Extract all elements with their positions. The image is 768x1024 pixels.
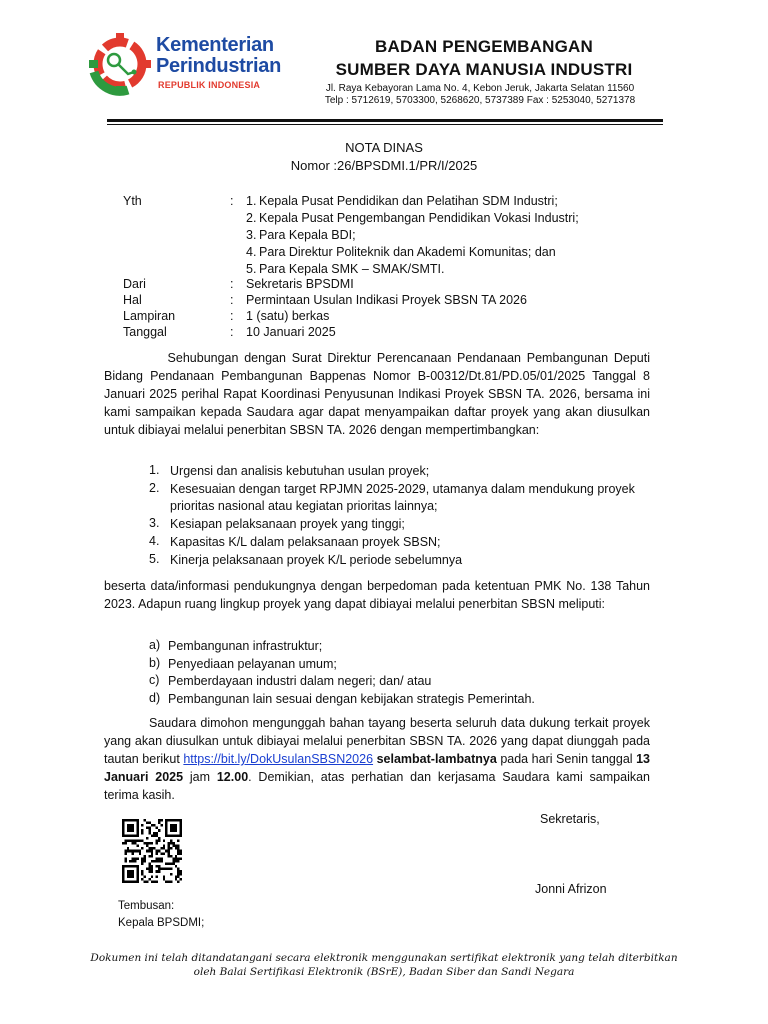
yth-colon: :: [230, 194, 234, 208]
recipient-number: 2.: [246, 211, 257, 225]
org-phone: Telp : 5712619, 5703300, 5268620, 5737389 Fax : 5253040, 5271378: [324, 95, 636, 106]
body-paragraph-3: [104, 714, 650, 804]
scope-item: Penyediaan pelayanan umum;: [168, 657, 337, 671]
criteria-number: 1.: [149, 463, 160, 477]
criteria-number: 4.: [149, 534, 160, 548]
tanggal-value: 10 Januari 2025: [246, 325, 336, 339]
deadline-time: 12.00: [216, 770, 249, 784]
criteria-item: Kinerja pelaksanaan proyek K/L periode sebelumnya: [170, 553, 463, 567]
scope-item: Pemberdayaan industri dalam negeri; dan/ atau: [168, 674, 432, 688]
recipient-number: 1.: [246, 194, 257, 208]
scope-item: Pembangunan infrastruktur;: [168, 639, 323, 653]
deadline-date: 13 Januari 2025: [104, 752, 651, 784]
criteria-item: Urgensi dan analisis kebutuhan usulan proyek;: [170, 464, 430, 478]
memo-title: NOTA DINAS: [345, 140, 423, 155]
memo-number: Nomor :26/BPSDMI.1/PR/I/2025: [290, 158, 478, 173]
logo-name-line1: Kementerian: [156, 34, 274, 56]
criteria-number: 2.: [149, 481, 160, 495]
scope-letter: d): [149, 691, 161, 705]
org-name-line2: SUMBER DAYA MANUSIA INDUSTRI: [335, 60, 633, 79]
criteria-item: Kesiapan pelaksanaan proyek yang tinggi;: [170, 517, 405, 531]
cc-item: Kepala BPSDMI;: [118, 917, 205, 929]
tanggal-label: Tanggal: [123, 325, 167, 339]
lampiran-label: Lampiran: [123, 309, 176, 323]
recipient-item: Para Kepala SMK – SMAK/SMTI.: [259, 262, 445, 276]
logo-subtitle: REPUBLIK INDONESIA: [158, 80, 261, 90]
recipient-number: 4.: [246, 245, 257, 259]
hal-value: Permintaan Usulan Indikasi Proyek SBSN TA 2026: [246, 293, 527, 307]
footer-line-2: oleh Balai Sertifikasi Elektronik (BSrE), Badan Siber dan Sandi Negara: [193, 966, 575, 978]
paragraph3-text-e: . Demikian, atas perhatian dan kerjasama Saudara kami sampaikan terima kasih.: [104, 770, 651, 802]
paragraph3-text-c: pada hari Senin tanggal: [496, 752, 637, 766]
criteria-item: Kapasitas K/L dalam pelaksanaan proyek SBSN;: [170, 535, 441, 549]
paragraph3-text-d: jam: [183, 770, 217, 784]
footer-line-1: Dokumen ini telah ditandatangani secara elektronik menggunakan sertifikat elektronik yang telah diterbitkan: [90, 952, 678, 964]
letterhead-rule-thin: [107, 124, 663, 125]
org-address: Jl. Raya Kebayoran Lama No. 4, Kebon Jeruk, Jakarta Selatan 11560: [325, 83, 635, 94]
hal-colon: :: [230, 293, 234, 307]
recipient-item: Kepala Pusat Pendidikan dan Pelatihan SDM Industri;: [259, 194, 558, 208]
recipient-number: 5.: [246, 262, 257, 276]
org-name-line1: BADAN PENGEMBANGAN: [375, 37, 593, 56]
lampiran-value: 1 (satu) berkas: [246, 309, 330, 323]
paragraph3-text-a: Saudara dimohon mengunggah bahan tayang beserta seluruh data dukung terkait proyek yang akan diusulkan untuk dibiayai melalui penerbitan SBSN TA. 2026 yang dapat diunggah pada tautan berikut: [104, 716, 650, 766]
paragraph3-deadline-word: selambat-lambatnya: [373, 752, 497, 766]
signatory-title: Sekretaris,: [540, 812, 600, 826]
scope-letter: c): [149, 673, 160, 687]
recipient-item: Para Direktur Politeknik dan Akademi Komunitas; dan: [259, 245, 556, 259]
hal-label: Hal: [123, 293, 142, 307]
letterhead-rule-thick: [107, 119, 663, 122]
qr-code-icon: [122, 819, 182, 883]
dari-value: Sekretaris BPSDMI: [246, 277, 354, 291]
cc-label: Tembusan:: [118, 900, 175, 912]
criteria-number: 5.: [149, 552, 160, 566]
criteria-number: 3.: [149, 516, 160, 530]
yth-label: Yth: [123, 194, 142, 208]
upload-link[interactable]: https://bit.ly/DokUsulanSBSN2026: [183, 752, 374, 766]
lampiran-colon: :: [230, 309, 234, 323]
gear-logo-icon: [84, 30, 154, 100]
logo-name-line2: Perindustrian: [156, 55, 282, 77]
recipient-number: 3.: [246, 228, 257, 242]
criteria-item: Kesesuaian dengan target RPJMN 2025-2029, utamanya dalam mendukung proyek prioritas nasional atau kegiatan prioritas lainnya;: [170, 482, 635, 513]
signatory-name: Jonni Afrizon: [535, 882, 607, 896]
dari-colon: :: [230, 277, 234, 291]
body-paragraph-2: beserta data/informasi pendukungnya dengan berpedoman pada ketentuan PMK No. 138 Tahun 2023. Adapun ruang lingkup proyek yang dapat dibiayai melalui penerbitan SBSN meliputi:: [104, 579, 650, 611]
scope-item: Pembangunan lain sesuai dengan kebijakan strategis Pemerintah.: [168, 692, 535, 706]
scope-letter: a): [149, 638, 161, 652]
body-paragraph-1: Sehubungan dengan Surat Direktur Perencanaan Pendanaan Pembangunan Deputi Bidang Pendanaan Pembangunan Bappenas Nomor B-00312/Dt.81/PD.05/01/2025 Tanggal 8 Januari 2025 perihal Rapat Koordinasi Penyusunan Indikasi Proyek SBSN TA. 2026, bersama ini kami sampaikan kepada Saudara agar dapat menyampaikan daftar proyek yang akan diusulkan untuk dibiayai melalui penerbitan SBSN TA. 2026 dengan mempertimbangkan:: [104, 351, 650, 437]
recipient-item: Kepala Pusat Pengembangan Pendidikan Vokasi Industri;: [259, 211, 579, 225]
recipient-item: Para Kepala BDI;: [259, 228, 356, 242]
qr-code: [122, 819, 182, 883]
scope-letter: b): [149, 656, 161, 670]
tanggal-colon: :: [230, 325, 234, 339]
dari-label: Dari: [123, 277, 146, 291]
